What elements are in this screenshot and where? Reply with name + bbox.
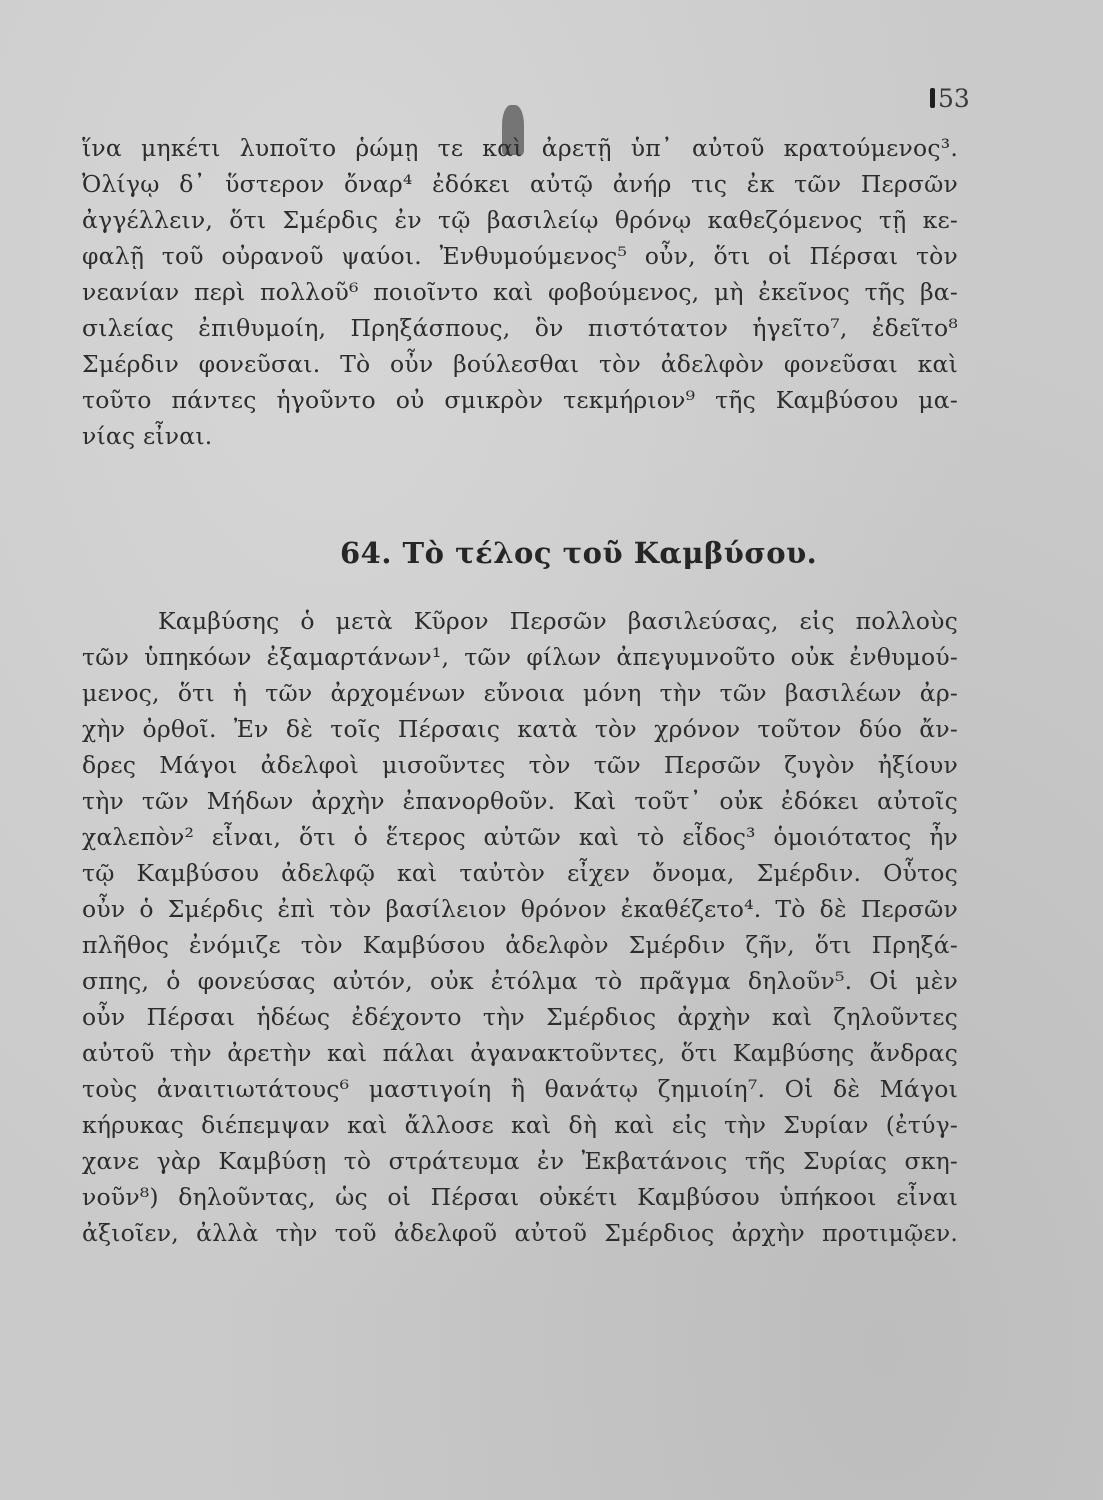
text-line: νεανίαν περὶ πολλοῦ⁶ ποιοῖντο καὶ φοβούμενος, μὴ ἐκεῖνος τῆς βα- (82, 278, 958, 306)
text-line: τοὺς ἀναιτιωτάτους⁶ μαστιγοίη ἢ θανάτῳ ζημιοίη⁷. Οἱ δὲ Μάγοι (82, 1075, 958, 1103)
text-line: ἀγγέλλειν, ὅτι Σμέρδις ἐν τῷ βασιλείῳ θρόνῳ καθεζόμενος τῇ κε- (82, 206, 958, 234)
passage-top (82, 130, 958, 454)
text-line: τῶν ὑπηκόων ἐξαμαρτάνων¹, τῶν φίλων ἀπεγυμνοῦτο οὐκ ἐνθυμού- (82, 643, 958, 671)
text-line: ἀξιοῖεν, ἀλλὰ τὴν τοῦ ἀδελφοῦ αὐτοῦ Σμέρδιος ἀρχὴν προτιμῷεν. (82, 1219, 958, 1247)
text-line: δρες Μάγοι ἀδελφοὶ μισοῦντες τὸν τῶν Περσῶν ζυγὸν ἠξίουν (82, 751, 958, 779)
text-line: οὖν ὁ Σμέρδις ἐπὶ τὸν βασίλειον θρόνον ἐκαθέζετο⁴. Τὸ δὲ Περσῶν (82, 895, 958, 923)
text-line: σπης, ὁ φονεύσας αὐτόν, οὐκ ἐτόλμα τὸ πρᾶγμα δηλοῦν⁵. Οἱ μὲν (82, 967, 958, 995)
section-heading: 64. Τὸ τέλος τοῦ Καμβύσου. (340, 536, 818, 570)
text-line: κήρυκας διέπεμψαν καὶ ἄλλοσε καὶ δὴ καὶ εἰς τὴν Συρίαν (ἐτύγ- (82, 1111, 958, 1139)
text-line: πλῆθος ἐνόμιζε τὸν Καμβύσου ἀδελφὸν Σμέρδιν ζῆν, ὅτι Πρηξά- (82, 931, 958, 959)
text-line: φαλῇ τοῦ οὐρανοῦ ψαύοι. Ἐνθυμούμενος⁵ οὖν, ὅτι οἱ Πέρσαι τὸν (82, 242, 958, 270)
text-line: χὴν ὀρθοῖ. Ἐν δὲ τοῖς Πέρσαις κατὰ τὸν χρόνον τοῦτον δύο ἄν- (82, 715, 958, 743)
text-line: τῷ Καμβύσου ἀδελφῷ καὶ ταὐτὸν εἶχεν ὄνομα, Σμέρδιν. Οὗτος (82, 859, 958, 887)
text-line: χαλεπὸν² εἶναι, ὅτι ὁ ἕτερος αὐτῶν καὶ τὸ εἶδος³ ὁμοιότατος ἦν (82, 823, 958, 851)
text-line: σιλείας ἐπιθυμοίη, Πρηξάσπους, ὃν πιστότατον ἡγεῖτο⁷, ἐδεῖτο⁸ (82, 314, 958, 342)
text-line: Καμβύσης ὁ μετὰ Κῦρον Περσῶν βασιλεύσας, εἰς πολλοὺς (158, 607, 958, 635)
passage-bottom (82, 603, 958, 1251)
text-line: αὐτοῦ τὴν ἀρετὴν καὶ πάλαι ἀγανακτοῦντες, ὅτι Καμβύσης ἄνδρας (82, 1039, 958, 1067)
text-line: Ὀλίγῳ δ᾽ ὕστερον ὄναρ⁴ ἐδόκει αὐτῷ ἀνήρ τις ἐκ τῶν Περσῶν (82, 170, 958, 198)
text-line: νίας εἶναι. (82, 422, 213, 450)
text-line: μενος, ὅτι ἡ τῶν ἀρχομένων εὔνοια μόνη τὴν τῶν βασιλέων ἀρ- (82, 679, 958, 707)
pencil-mark (930, 88, 935, 108)
text-line: νοῦν⁸) δηλοῦντας, ὡς οἱ Πέρσαι οὐκέτι Καμβύσου ὑπήκοοι εἶναι (82, 1183, 958, 1211)
text-line: ἵνα μηκέτι λυποῖτο ῥώμῃ τε καὶ ἀρετῇ ὑπ᾽ αὐτοῦ κρατούμενος³. (82, 134, 958, 162)
page-number: 53 (938, 84, 970, 113)
text-line: τοῦτο πάντες ἡγοῦντο οὐ σμικρὸν τεκμήριον⁹ τῆς Καμβύσου μα- (82, 386, 958, 414)
text-line: οὖν Πέρσαι ἡδέως ἐδέχοντο τὴν Σμέρδιος ἀρχὴν καὶ ζηλοῦντες (82, 1003, 958, 1031)
text-line: χανε γὰρ Καμβύσῃ τὸ στράτευμα ἐν Ἐκβατάνοις τῆς Συρίας σκη- (82, 1147, 958, 1175)
text-line: Σμέρδιν φονεῦσαι. Τὸ οὖν βούλεσθαι τὸν ἀδελφὸν φονεῦσαι καὶ (82, 350, 958, 378)
text-line: τὴν τῶν Μήδων ἀρχὴν ἐπανορθοῦν. Καὶ τοῦτ᾽ οὐκ ἐδόκει αὐτοῖς (82, 787, 958, 815)
